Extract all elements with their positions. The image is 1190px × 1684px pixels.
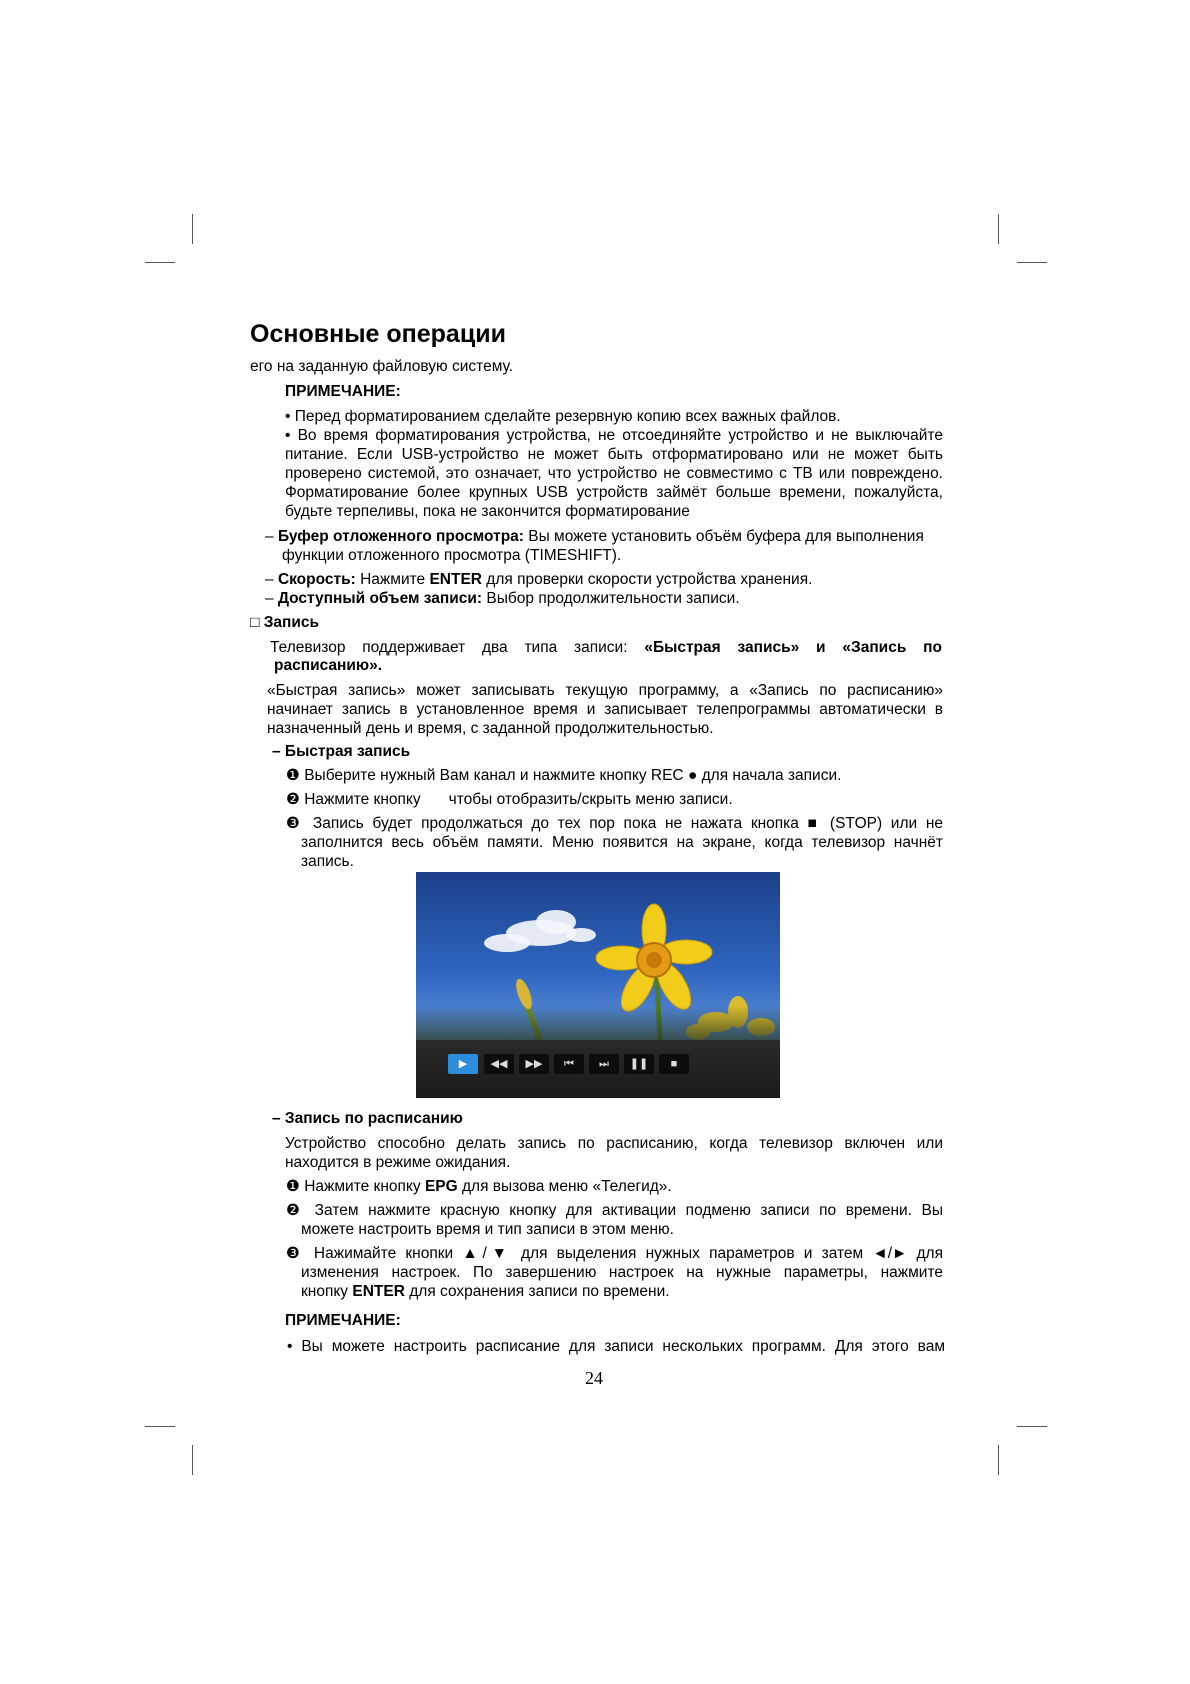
quick-step-3 [286,814,943,833]
scheduled-intro: Устройство способно делать запись по расписанию, когда телевизор включен или [285,1135,943,1152]
note-label: ПРИМЕЧАНИЕ: [285,1312,401,1329]
record-paragraph [270,638,942,657]
record-paragraph: начинает запись в установленное время и записывает телепрограммы автоматически в [267,701,943,718]
note-line: будьте терпеливы, пока не закончится форматирование [285,503,690,520]
play-button[interactable]: ▶ [448,1054,478,1074]
capacity-text: Выбор продолжительности записи. [482,590,740,607]
step-number: ❷ [286,791,300,808]
step-text: Нажмите кнопку [299,1178,425,1195]
record-heading [250,613,319,632]
next-button[interactable]: ⏭ [589,1054,619,1074]
dash: – [265,571,274,588]
note-bullet: • Перед форматированием сделайте резервную копию всех важных файлов. [285,408,841,425]
step-text: для вызова меню «Телегид». [457,1178,672,1195]
step-number: ❸ [286,1245,305,1262]
scheduled-step-2 [286,1201,943,1220]
step-text: Нажимайте кнопки ▲/▼ для выделения нужных параметров и затем ◄/► для [304,1245,943,1262]
step-text: кнопку [301,1283,353,1300]
speed-pre: Нажмите [355,571,430,588]
record-p1-bold: «Быстрая запись» и «Запись по [644,639,942,656]
scheduled-step-3-cont [301,1282,670,1301]
speed-item [265,570,812,589]
note-bullet: • Вы можете настроить расписание для записи нескольких программ. Для этого вам [287,1338,945,1355]
quick-record-heading: – Быстрая запись [272,743,411,760]
step-text: чтобы отобразить/скрыть меню записи. [448,791,733,808]
step-text: Затем нажмите красную кнопку для активации подменю записи по времени. Вы [305,1202,943,1219]
capacity-item [265,589,740,608]
pause-button[interactable]: ❚❚ [624,1054,654,1074]
quick-step-3-cont: заполнится весь объём памяти. Меню появится на экране, когда телевизор начнёт [301,834,943,851]
buffer-term: Буфер отложенного просмотра: [277,528,524,545]
quick-step-2 [286,790,733,809]
record-menu-screenshot [416,872,780,1098]
page-number: 24 [585,1368,603,1388]
step-text: для сохранения записи по времени. [404,1283,670,1300]
step-number: ❸ [286,815,305,832]
dash: – [265,528,274,545]
checkbox-icon: □ [250,614,260,631]
quick-step-3-cont: запись. [301,853,354,870]
playback-control-bar [416,1040,780,1098]
step-number: ❷ [286,1202,306,1219]
fast-forward-button[interactable]: ▶▶ [519,1054,549,1074]
step-text: для начала записи. [697,767,842,784]
note-label: ПРИМЕЧАНИЕ: [285,383,401,400]
record-paragraph: назначенный день и время, с заданной продолжительностью. [267,720,714,737]
previous-button[interactable]: ⏮ [554,1054,584,1074]
enter-key: ENTER [429,571,482,588]
step-number: ❶ [286,1178,300,1195]
scheduled-step-3 [286,1244,943,1263]
step-text: Выберите нужный Вам канал и нажмите кнопку REC [299,767,688,784]
step-text: Запись будет продолжаться до тех пор пока не нажата кнопка ■ (STOP) или не [304,815,943,832]
record-dot-icon: ● [687,767,698,784]
step-text: Нажмите кнопку [299,791,421,808]
capacity-term: Доступный объем записи: [277,590,483,607]
scheduled-intro: находится в режиме ожидания. [285,1154,511,1171]
note-line: Форматирование более крупных USB устройств займёт больше времени, пожалуйста, [285,484,943,501]
scheduled-step-2-cont: можете настроить время и тип записи в этом меню. [301,1221,674,1238]
step-number: ❶ [286,767,300,784]
page-title: Основные операции [250,320,506,348]
record-p1-bold-cont: расписанию». [274,657,383,674]
note-line: проверено системой, это означает, что устройство не совместимо с ТВ или повреждено. [285,465,943,482]
rewind-button[interactable]: ◀◀ [484,1054,514,1074]
dash: – [265,590,274,607]
buffer-text: Вы можете установить объём буфера для выполнения [523,528,924,545]
enter-key: ENTER [352,1283,405,1300]
record-heading-text: Запись [263,614,320,631]
buffer-item [265,527,945,546]
note-line: питание. Если USB-устройство не может быть отформатировано или не может быть [285,446,943,463]
note-bullet: • Во время форматирования устройства, не отсоединяйте устройство и не выключайте [285,427,943,444]
speed-term: Скорость: [277,571,356,588]
stop-button[interactable]: ■ [659,1054,689,1074]
record-paragraph: «Быстрая запись» может записывать текущую программу, а «Запись по расписанию» [267,682,943,699]
speed-post: для проверки скорости устройства хранения. [482,571,813,588]
buffer-text-cont: функции отложенного просмотра (TIMESHIFT). [282,547,622,564]
scheduled-record-heading: – Запись по расписанию [272,1110,463,1127]
quick-step-1 [286,766,841,785]
epg-key: EPG [424,1178,458,1195]
scheduled-step-1 [286,1177,672,1196]
record-p1-plain: Телевизор поддерживает два типа записи: [270,639,628,656]
intro-text: его на заданную файловую систему. [250,358,514,375]
scheduled-step-3-cont: изменения настроек. По завершению настроек на нужные параметры, нажмите [301,1264,943,1281]
